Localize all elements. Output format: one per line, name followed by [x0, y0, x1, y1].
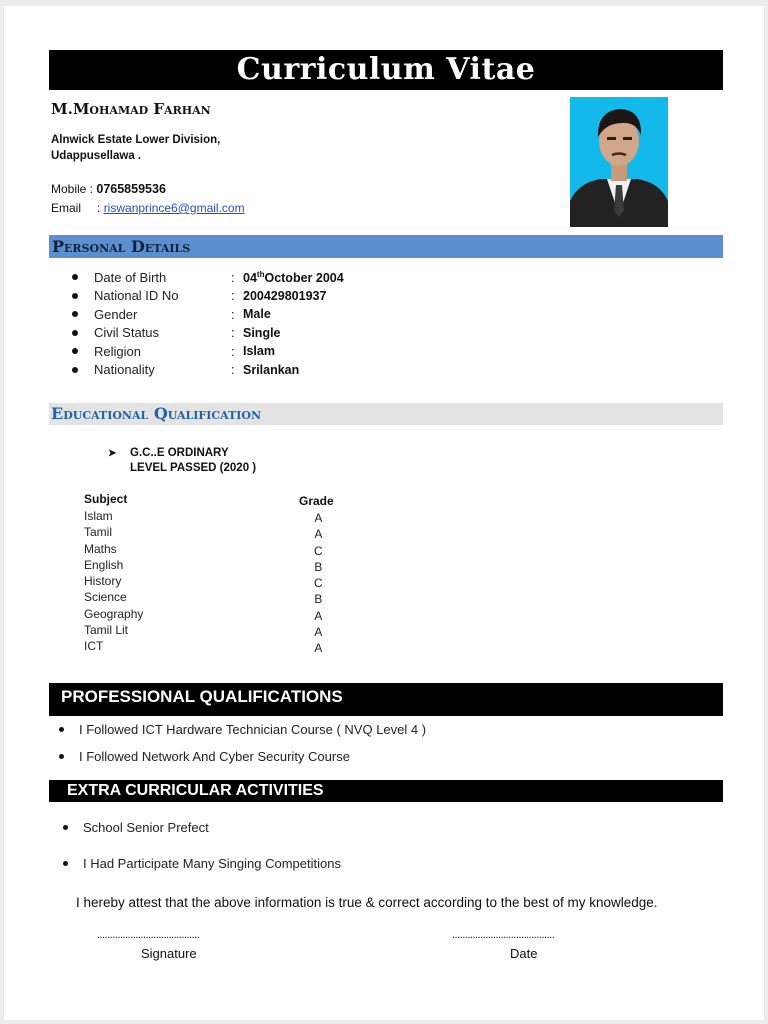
professional-list — [59, 716, 426, 770]
grade-list — [314, 510, 323, 657]
mobile-number: 0765859536 — [96, 182, 166, 196]
bullet-icon — [72, 330, 78, 336]
bullet-icon — [59, 727, 64, 732]
email-row — [51, 199, 245, 218]
religion-value: Islam — [243, 344, 275, 359]
nic-value: 200429801937 — [243, 288, 327, 303]
signature-line: ........................................ — [97, 929, 200, 941]
bullet-icon — [72, 348, 78, 354]
person-portrait-icon — [570, 97, 668, 227]
declaration-text: I hereby attest that the above information is true & correct according to the best of my knowledge. — [76, 895, 658, 910]
nic-label: National ID No — [94, 288, 179, 304]
date-label: Date — [510, 946, 538, 961]
dob-value: 04thOctober 2004 — [243, 269, 344, 285]
grade-column-header: Grade — [299, 494, 334, 508]
exam-line-1: G.C..E ORDINARY — [130, 447, 229, 459]
bullet-icon — [59, 754, 64, 759]
education-heading: Educational Qualification — [51, 404, 262, 423]
address — [51, 132, 220, 164]
grade-cell: A — [314, 608, 323, 623]
subject-cell: Maths — [84, 541, 117, 556]
nationality-label: Nationality — [94, 362, 155, 378]
extra-curricular-heading: EXTRA CURRICULAR ACTIVITIES — [49, 780, 723, 802]
grade-cell: A — [314, 527, 323, 542]
email-label: Email — [51, 201, 82, 215]
civil-status-value: Single — [243, 325, 281, 340]
personal-details-heading: Personal Details — [52, 237, 191, 256]
list-item: Date of Birth : 04thOctober 2004 — [72, 268, 344, 287]
subject-cell: Tamil — [84, 525, 113, 540]
bullet-icon — [63, 825, 68, 830]
grade-cell: A — [314, 641, 323, 656]
subject-cell: Science — [84, 590, 127, 605]
exam-title — [108, 446, 256, 476]
grade-cell: A — [314, 625, 323, 640]
list-item: Nationality : Srilankan — [72, 361, 344, 380]
subject-list — [84, 508, 143, 655]
subject-cell: ICT — [84, 639, 104, 654]
bullet-icon — [72, 311, 78, 317]
bullet-icon — [72, 367, 78, 373]
email-separator: : — [97, 201, 101, 215]
list-item: Civil Status : Single — [72, 324, 344, 343]
date-line: ........................................ — [452, 929, 555, 941]
list-item: I Followed ICT Hardware Technician Course ( NVQ Level 4 ) — [59, 716, 426, 743]
cv-title: Curriculum Vitae — [49, 50, 723, 90]
list-item: Religion : Islam — [72, 342, 344, 361]
list-item: I Had Participate Many Singing Competitions — [63, 845, 341, 881]
grade-cell: A — [314, 511, 323, 525]
grade-cell: C — [314, 543, 323, 558]
mobile-label: Mobile : — [51, 182, 94, 196]
religion-label: Religion — [94, 343, 141, 359]
gender-value: Male — [243, 307, 271, 322]
bullet-icon — [72, 293, 78, 299]
arrow-bullet-icon: ➤ — [108, 448, 117, 459]
extra-curricular-list — [63, 809, 341, 881]
subject-column-header: Subject — [84, 492, 128, 506]
bullet-icon — [72, 274, 78, 280]
exam-line-2: LEVEL PASSED (2020 ) — [130, 462, 257, 474]
profile-photo — [570, 97, 668, 227]
dob-label: Date of Birth — [94, 269, 167, 285]
subject-cell: Islam — [84, 509, 113, 523]
list-item: I Followed Network And Cyber Security Course — [59, 743, 426, 770]
grade-cell: B — [314, 592, 323, 607]
civil-status-label: Civil Status — [94, 325, 160, 341]
education-header — [49, 403, 723, 425]
list-item: National ID No : 200429801937 — [72, 287, 344, 306]
subject-cell: History — [84, 574, 122, 589]
list-item: School Senior Prefect — [63, 809, 341, 845]
subject-cell: English — [84, 557, 124, 572]
cv-page — [4, 6, 764, 1020]
bullet-icon — [63, 861, 68, 866]
subject-cell: Tamil Lit — [84, 623, 129, 638]
nationality-value: Srilankan — [243, 362, 300, 377]
applicant-name: M.Mohamad Farhan — [51, 100, 211, 118]
grade-cell: C — [314, 576, 323, 591]
personal-details-header — [49, 235, 723, 258]
mobile-row — [51, 180, 245, 199]
signature-label: Signature — [141, 946, 197, 961]
address-line-1: Alnwick Estate Lower Division, — [51, 134, 221, 146]
gender-label: Gender — [94, 306, 138, 322]
subject-cell: Geography — [84, 606, 144, 621]
list-item: Gender : Male — [72, 305, 344, 324]
professional-qualifications-heading: PROFESSIONAL QUALIFICATIONS — [49, 683, 723, 716]
address-line-2: Udappusellawa . — [51, 150, 142, 162]
personal-details-list — [72, 268, 344, 379]
contact-block — [51, 180, 245, 218]
grade-cell: B — [314, 559, 323, 574]
email-link[interactable]: riswanprince6@gmail.com — [103, 201, 245, 215]
